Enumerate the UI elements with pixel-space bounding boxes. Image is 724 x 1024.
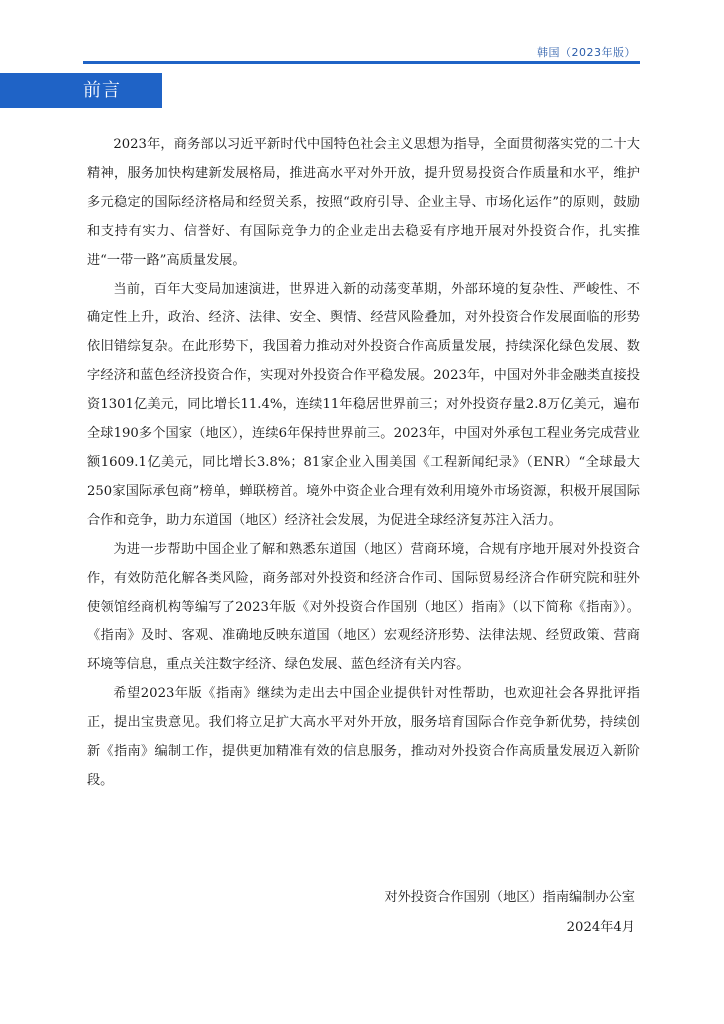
signature-date: 2024年4月 bbox=[566, 920, 635, 935]
running-header: 韩国（2023年版） bbox=[537, 46, 636, 59]
paragraph-2: 当前，百年大变局加速演进，世界进入新的动荡变革期，外部环境的复杂性、严峻性、不确定性上升，政治、经济、法律、安全、舆情、经营风险叠加，对外投资合作发展面临的形势依旧错综复杂。在此形势下，我国着力推动对外投资合作高质量发展，持续深化绿色发展、数字经济和蓝色经济投资合作，实现对外投资合作平稳发展。2023年，中国对外非金融类直接投资1301亿美元，同比增长11.4%，连续11年稳居世界前三；对外投资存量2.8万亿美元，遍布全球190多个国家（地区），连续6年保持世界前三。2023年，中国对外承包工程业务完成营业额1609.1亿美元，同比增长3.8%；81家企业入围美国《工程新闻纪录》（ENR）“全球最大250家国际承包商”榜单，蝉联榜首。境外中资企业合理有效利用境外市场资源，积极开展国际合作和竞争，助力东道国（地区）经济社会发展，为促进全球经济复苏注入活力。 bbox=[87, 281, 640, 528]
paragraph-4: 希望2023年版《指南》继续为走出去中国企业提供针对性帮助，也欢迎社会各界批评指正，提出宝贵意见。我们将立足扩大高水平对外开放，服务培育国际合作竞争新优势，持续创新《指南》编制工作，提供更加精准有效的信息服务，推动对外投资合作高质量发展迈入新阶段。 bbox=[87, 686, 640, 788]
paragraph-1: 2023年，商务部以习近平新时代中国特色社会主义思想为指导，全面贯彻落实党的二十大精神，服务加快构建新发展格局，推进高水平对外开放，提升贸易投资合作质量和水平，维护多元稳定的国际经济格局和经贸关系，按照“政府引导、企业主导、市场化运作”的原则，鼓励和支持有实力、信誉好、有国际竞争力的企业走出去稳妥有序地开展对外投资合作，扎实推进“一带一路”高质量发展。 bbox=[87, 137, 640, 268]
signature-organization: 对外投资合作国别（地区）指南编制办公室 bbox=[384, 890, 635, 905]
section-title: 前言 bbox=[0, 73, 162, 108]
header-rule bbox=[83, 61, 640, 64]
paragraph-3: 为进一步帮助中国企业了解和熟悉东道国（地区）营商环境，合规有序地开展对外投资合作，有效防范化解各类风险，商务部对外投资和经济合作司、国际贸易经济合作研究院和驻外使领馆经商机构等编写了2023年版《对外投资合作国别（地区）指南》（以下简称《指南》）。《指南》及时、客观、准确地反映东道国（地区）宏观经济形势、法律法规、经贸政策、营商环境等信息，重点关注数字经济、绿色发展、蓝色经济有关内容。 bbox=[87, 541, 640, 673]
body-text bbox=[87, 131, 640, 796]
